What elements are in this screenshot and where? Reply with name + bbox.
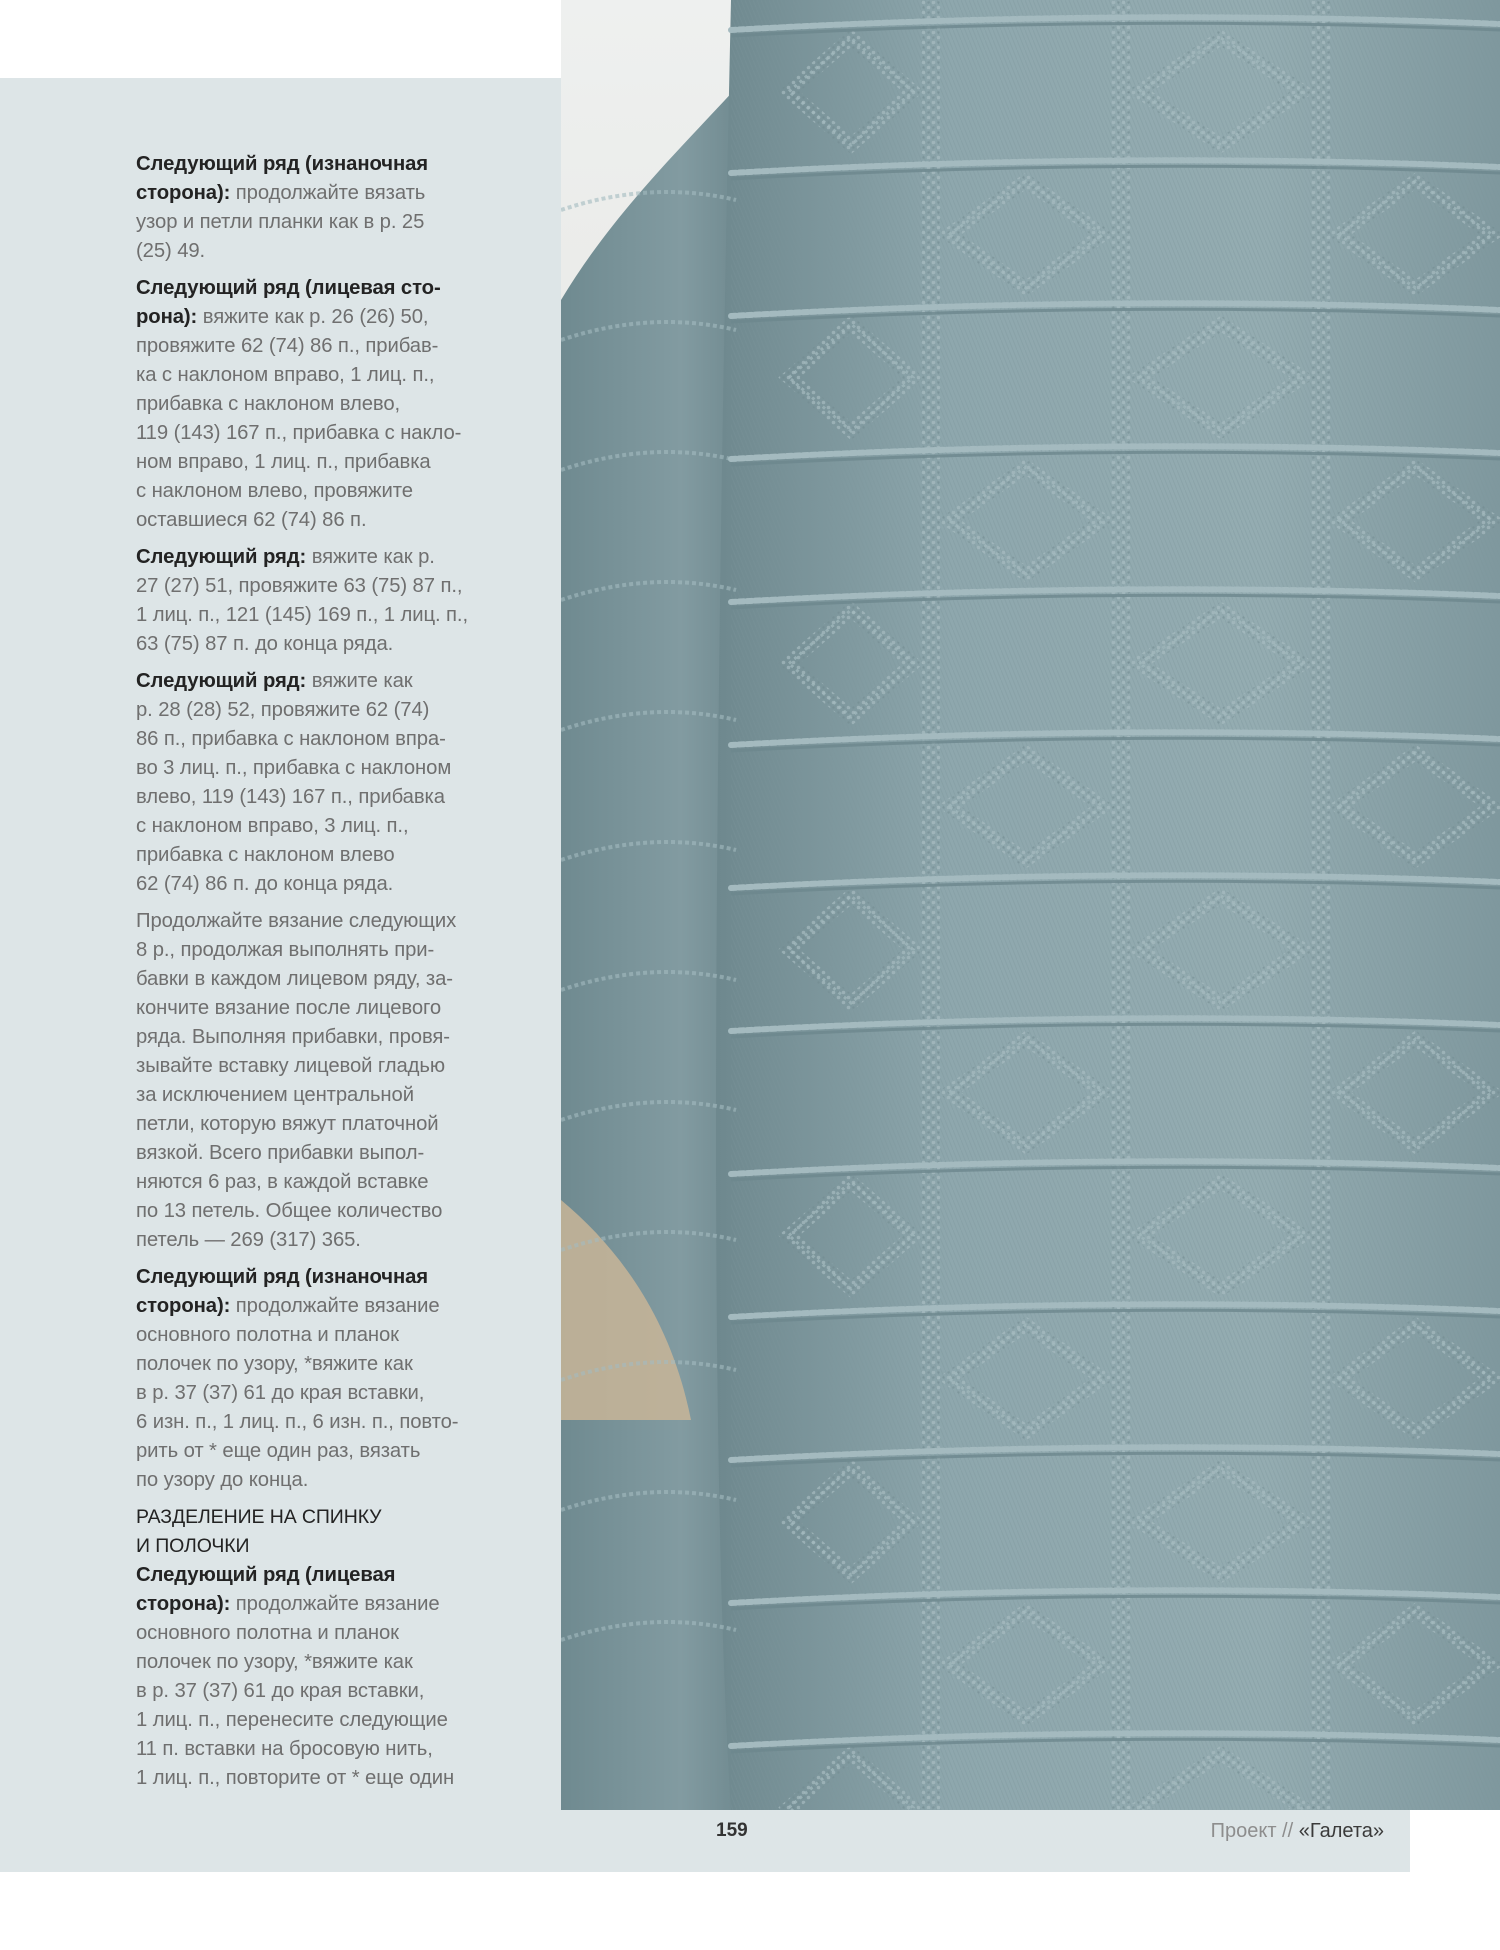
body-text: узор и петли планки как в р. 25	[136, 211, 425, 233]
seed-stitch-column	[1111, 0, 1131, 1810]
body-text: зывайте вставку лицевой гладью	[136, 1055, 445, 1077]
page-footer	[0, 1820, 1410, 1856]
text-line	[136, 1561, 496, 1590]
body-text: петель — 269 (317) 365.	[136, 1229, 361, 1251]
body-text: полочек по узору, *вяжите как	[136, 1651, 413, 1673]
text-line	[136, 1292, 496, 1321]
project-name: «Галета»	[1298, 1820, 1384, 1842]
text-line	[136, 1764, 496, 1793]
body-text: р. 28 (28) 52, провяжите 62 (74)	[136, 699, 430, 721]
body-text: Продолжайте вязание следующих	[136, 910, 457, 932]
text-line	[136, 1052, 496, 1081]
body-text: ном вправо, 1 лиц. п., прибавка	[136, 451, 431, 473]
text-line	[136, 1379, 496, 1408]
text-line	[136, 1139, 496, 1168]
body-text: продолжайте вязание	[235, 1295, 440, 1317]
lead-text: рона):	[136, 306, 198, 328]
text-line	[136, 361, 496, 390]
text-line	[136, 783, 496, 812]
lead-text: Следующий ряд:	[136, 546, 307, 568]
text-line	[136, 1590, 496, 1619]
instruction-paragraph	[136, 150, 496, 266]
text-line	[136, 1226, 496, 1255]
lead-text: сторона):	[136, 182, 231, 204]
lead-text: Следующий ряд (лицевая сто-	[136, 277, 441, 299]
body-text: прибавка с наклоном влево,	[136, 393, 401, 415]
text-line	[136, 812, 496, 841]
knitted-sweater-illustration	[561, 0, 1500, 1810]
text-line	[136, 1619, 496, 1648]
text-line	[136, 150, 496, 179]
text-line	[136, 725, 496, 754]
text-line	[136, 390, 496, 419]
text-line	[136, 965, 496, 994]
text-line	[136, 754, 496, 783]
text-line	[136, 907, 496, 936]
body-text: няются 6 раз, в каждой вставке	[136, 1171, 429, 1193]
body-text: по узору до конца.	[136, 1469, 309, 1491]
body-text: 1 лиц. п., перенесите следующие	[136, 1709, 448, 1731]
body-text: с наклоном вправо, 3 лиц. п.,	[136, 815, 409, 837]
body-text: ряда. Выполняя прибавки, провя-	[136, 1026, 450, 1048]
body-text: 11 п. вставки на бросовую нить,	[136, 1738, 433, 1760]
text-line	[136, 1321, 496, 1350]
body-text: во 3 лиц. п., прибавка с наклоном	[136, 757, 452, 779]
text-line	[136, 1648, 496, 1677]
body-text: ка с наклоном вправо, 1 лиц. п.,	[136, 364, 435, 386]
body-text: 62 (74) 86 п. до конца ряда.	[136, 873, 394, 895]
text-line	[136, 1706, 496, 1735]
body-text: кончите вязание после лицевого	[136, 997, 442, 1019]
body-text: полочек по узору, *вяжите как	[136, 1353, 413, 1375]
body-text: оставшиеся 62 (74) 86 п.	[136, 509, 367, 531]
body-text: продолжайте вязание	[235, 1593, 440, 1615]
text-line	[136, 630, 496, 659]
body-text: бавки в каждом лицевом ряду, за-	[136, 968, 453, 990]
body-text: с наклоном влево, провяжите	[136, 480, 413, 502]
body-text: 8 р., продолжая выполнять при-	[136, 939, 435, 961]
body-text: провяжите 62 (74) 86 п., прибав-	[136, 335, 439, 357]
text-line	[136, 477, 496, 506]
text-line	[136, 1197, 496, 1226]
body-text: влево, 119 (143) 167 п., прибавка	[136, 786, 445, 808]
text-line	[136, 1168, 496, 1197]
body-text: основного полотна и планок	[136, 1324, 399, 1346]
text-line	[136, 667, 496, 696]
body-text: 1 лиц. п., 121 (145) 169 п., 1 лиц. п.,	[136, 604, 468, 626]
heading-row	[136, 1503, 496, 1532]
heading-row	[136, 1532, 496, 1561]
body-text: вяжите как	[311, 670, 413, 692]
text-line	[136, 179, 496, 208]
text-line	[136, 601, 496, 630]
running-title	[1211, 1820, 1384, 1843]
instruction-paragraph	[136, 907, 496, 1255]
body-text: (25) 49.	[136, 240, 206, 262]
pattern-instructions	[136, 150, 496, 1793]
seed-stitch-column	[1311, 0, 1331, 1810]
body-text: рить от * еще один раз, вязать	[136, 1440, 421, 1462]
instruction-paragraph	[136, 667, 496, 899]
heading-line: И ПОЛОЧКИ	[136, 1535, 250, 1557]
lead-text: Следующий ряд (изнаночная	[136, 1266, 429, 1288]
text-line	[136, 506, 496, 535]
text-line	[136, 332, 496, 361]
page-number: 159	[716, 1820, 748, 1841]
seed-stitch-column	[921, 0, 941, 1810]
text-line	[136, 841, 496, 870]
text-line	[136, 870, 496, 899]
text-line	[136, 696, 496, 725]
body-text: продолжайте вязать	[235, 182, 426, 204]
text-line	[136, 994, 496, 1023]
body-text: в р. 37 (37) 61 до края вставки,	[136, 1680, 425, 1702]
body-text: 27 (27) 51, провяжите 63 (75) 87 п.,	[136, 575, 463, 597]
text-line	[136, 1735, 496, 1764]
instruction-paragraph	[136, 1263, 496, 1495]
body-text: 119 (143) 167 п., прибавка с накло-	[136, 422, 462, 444]
body-text: петли, которую вяжут платочной	[136, 1113, 439, 1135]
text-line	[136, 208, 496, 237]
body-text: вязкой. Всего прибавки выпол-	[136, 1142, 425, 1164]
body-text: основного полотна и планок	[136, 1622, 399, 1644]
lead-text: Следующий ряд (изнаночная	[136, 153, 429, 175]
text-line	[136, 1023, 496, 1052]
text-line	[136, 936, 496, 965]
instruction-paragraph	[136, 274, 496, 535]
text-line	[136, 274, 496, 303]
section-heading	[136, 1503, 496, 1561]
text-line	[136, 543, 496, 572]
text-line	[136, 1466, 496, 1495]
text-line	[136, 1110, 496, 1139]
instruction-paragraph	[136, 1561, 496, 1793]
text-line	[136, 1408, 496, 1437]
body-text: вяжите как р.	[311, 546, 435, 568]
body-text: в р. 37 (37) 61 до края вставки,	[136, 1382, 425, 1404]
lead-text: сторона):	[136, 1593, 231, 1615]
body-text: 1 лиц. п., повторите от * еще один	[136, 1767, 455, 1789]
text-line	[136, 1677, 496, 1706]
sweater-photo	[561, 0, 1500, 1810]
body-text: по 13 петель. Общее количество	[136, 1200, 443, 1222]
body-text: 6 изн. п., 1 лиц. п., 6 изн. п., повто-	[136, 1411, 459, 1433]
body-text: 63 (75) 87 п. до конца ряда.	[136, 633, 394, 655]
lead-text: Следующий ряд (лицевая	[136, 1564, 396, 1586]
text-line	[136, 448, 496, 477]
body-text: прибавка с наклоном влево	[136, 844, 395, 866]
heading-line: РАЗДЕЛЕНИЕ НА СПИНКУ	[136, 1506, 382, 1528]
lead-text: Следующий ряд:	[136, 670, 307, 692]
body-text: за исключением центральной	[136, 1084, 414, 1106]
instruction-paragraph	[136, 543, 496, 659]
text-line	[136, 1263, 496, 1292]
text-line	[136, 572, 496, 601]
body-text: 86 п., прибавка с наклоном впра-	[136, 728, 446, 750]
text-line	[136, 1350, 496, 1379]
text-line	[136, 1437, 496, 1466]
body-text: вяжите как р. 26 (26) 50,	[202, 306, 429, 328]
text-line	[136, 419, 496, 448]
text-line	[136, 1081, 496, 1110]
lead-text: сторона):	[136, 1295, 231, 1317]
text-line	[136, 303, 496, 332]
section-label: Проект //	[1210, 1820, 1294, 1842]
text-line	[136, 237, 496, 266]
